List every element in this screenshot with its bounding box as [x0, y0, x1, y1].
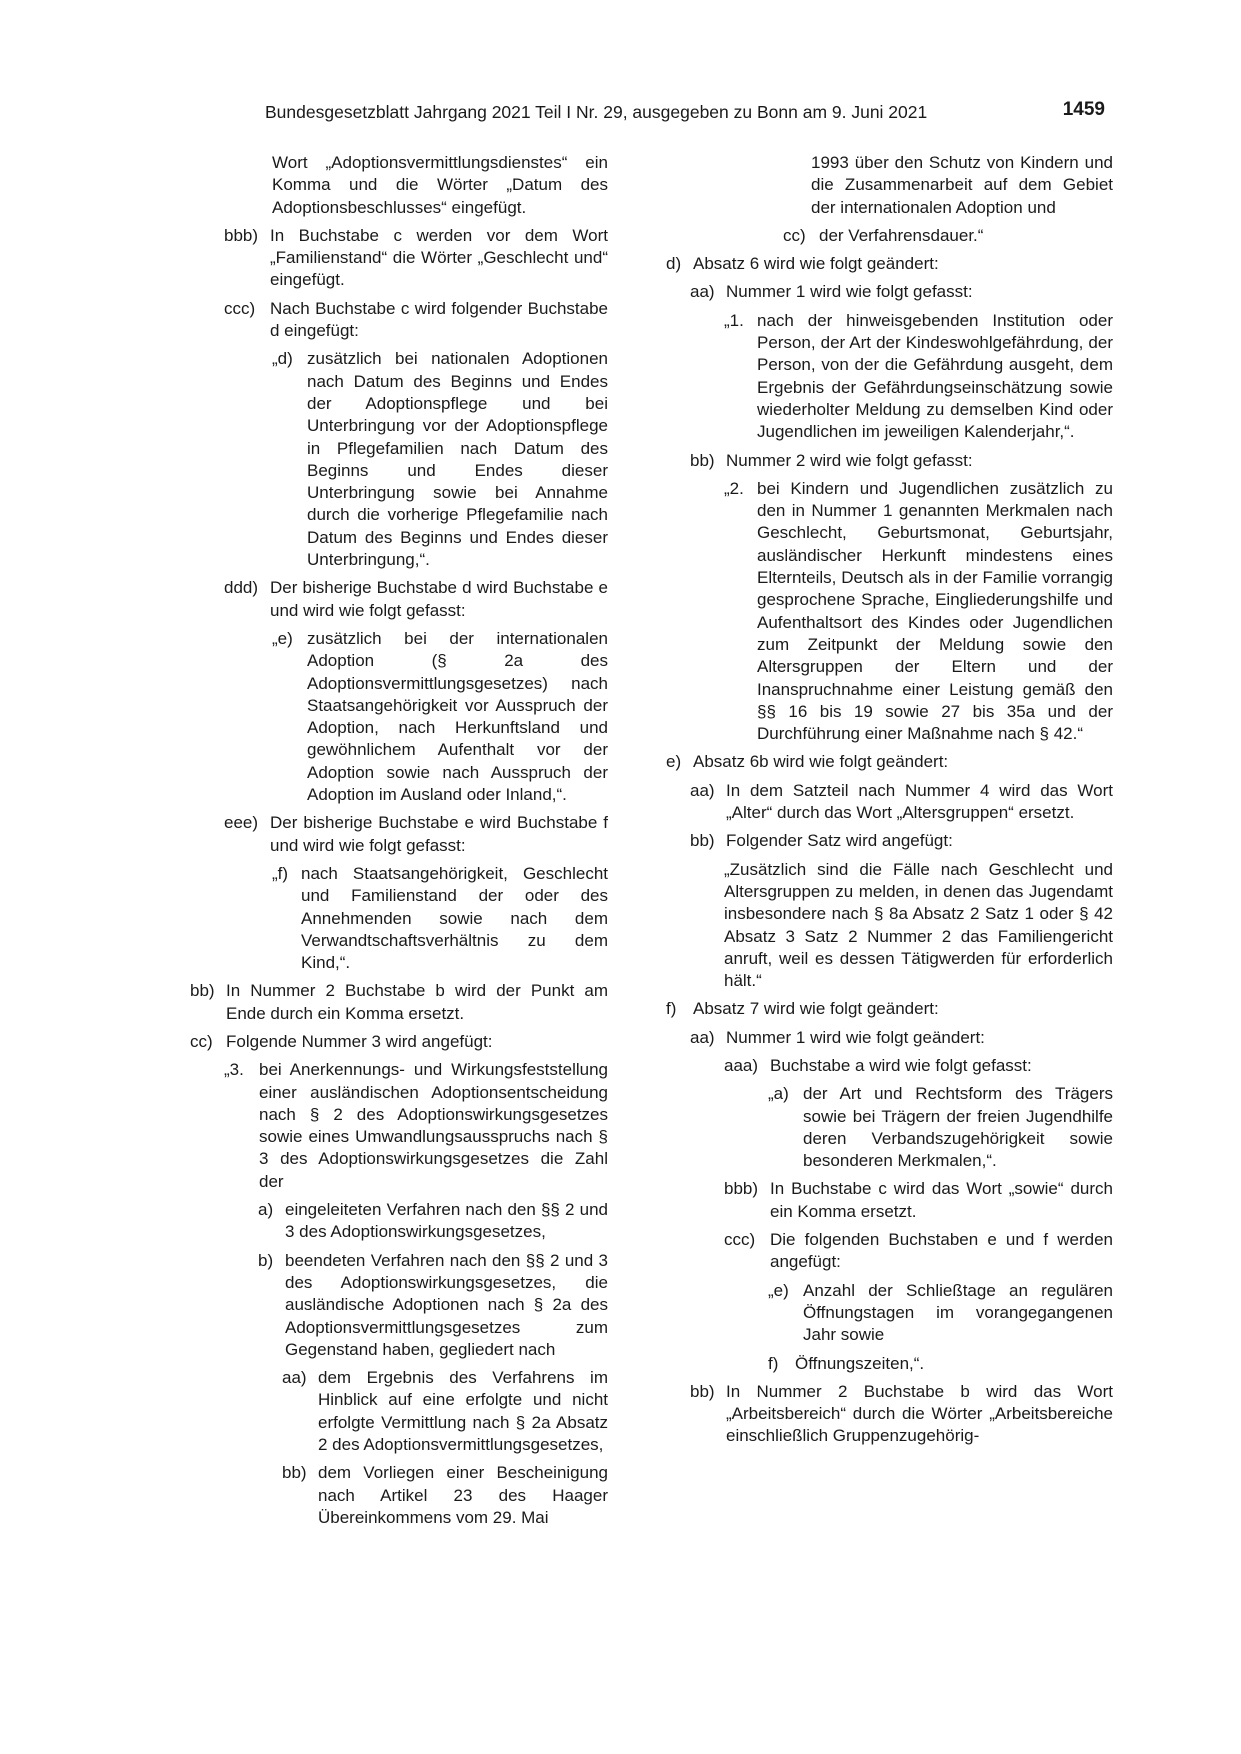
paragraph: [666, 152, 1113, 219]
item-text: Öffnungszeiten,“.: [795, 1353, 925, 1373]
item-label: bb): [690, 831, 715, 851]
left-column: [190, 152, 608, 1529]
item-label: „a): [768, 1084, 789, 1104]
paragraph: [190, 812, 608, 857]
item-text: Anzahl der Schließtage an regulären Öffnungstagen im vorangegangenen Jahr sowie: [803, 1280, 1113, 1345]
item-text: In Nummer 2 Buchstabe b wird das Wort „Arbeitsbereich“ durch die Wörter „Arbeitsbereiche einschließlich Gruppenzugehörig-: [726, 1381, 1113, 1446]
item-label: aa): [690, 282, 715, 302]
item-text: In Nummer 2 Buchstabe b wird der Punkt am Ende durch ein Komma ersetzt.: [226, 981, 608, 1023]
right-column: [666, 152, 1113, 1448]
item-label: cc): [783, 225, 806, 245]
item-label: „f): [272, 863, 289, 883]
paragraph: [190, 1367, 608, 1456]
running-header: Bundesgesetzblatt Jahrgang 2021 Teil I Nr. 29, ausgegeben zu Bonn am 9. Juni 2021: [265, 102, 928, 122]
paragraph: [666, 1027, 1113, 1049]
item-label: bb): [190, 981, 215, 1001]
paragraph: [666, 780, 1113, 825]
item-text: Absatz 7 wird wie folgt geändert:: [693, 999, 939, 1019]
item-text: Der bisherige Buchstabe d wird Buchstabe e und wird wie folgt gefasst:: [270, 578, 608, 620]
item-text: In Buchstabe c wird das Wort „sowie“ durch ein Komma ersetzt.: [770, 1179, 1113, 1221]
page-number: 1459: [1062, 99, 1105, 120]
item-text: bei Kindern und Jugendlichen zusätzlich zu den in Nummer 1 genannten Merkmalen nach Geschlecht, Geburtsmonat, Geburtsjahr, ausländischer Herkunft mindestens eines Elternteils, Deutsch als in der Familie vorrangig gesprochene Sprache, Eingliederungshilfe und Aufenthaltsort des Kindes oder Jugendlichen zum Zeitpunkt der Meldung sowie den Altersgruppen der Eltern und der Inanspruchnahme einer Leistung gemäß den §§ 16 bis 19 sowie 27 bis 35a und der Durchführung einer Maßnahme nach § 42.“: [757, 478, 1113, 744]
item-label: „1.: [724, 310, 744, 330]
paragraph: [190, 1462, 608, 1529]
paragraph: [666, 1229, 1113, 1274]
item-text: bei Anerkennungs- und Wirkungsfeststellung einer ausländischen Adoptionsentscheidung nach § 2 des Adoptionswirkungsgesetzes sowie eines Umwandlungsausspruchs nach § 3 des Adoptionswirkungsgesetzes die Zahl der: [259, 1060, 608, 1191]
item-text: Die folgenden Buchstaben e und f werden angefügt:: [770, 1230, 1113, 1272]
item-label: aa): [690, 1027, 715, 1047]
item-text: Buchstabe a wird wie folgt gefasst:: [770, 1055, 1032, 1075]
paragraph: [666, 859, 1113, 993]
paragraph: [190, 152, 608, 219]
item-label: „2.: [724, 478, 744, 498]
paragraph: [666, 998, 1113, 1020]
page-header: [265, 100, 1105, 128]
item-label: aa): [690, 780, 715, 800]
item-label: cc): [190, 1031, 213, 1051]
paragraph: [190, 1031, 608, 1053]
item-text: dem Vorliegen einer Bescheinigung nach Artikel 23 des Haager Übereinkommens vom 29. Mai: [318, 1463, 608, 1527]
paragraph: [190, 980, 608, 1025]
item-text: eingeleiteten Verfahren nach den §§ 2 und 3 des Adoptionswirkungsgesetzes,: [285, 1200, 608, 1242]
item-text: zusätzlich bei nationalen Adoptionen nach Datum des Beginns und Endes der Adoptionspflege und bei Unterbringung vor der Adoptionspflege in Pflegefamilien nach Datum des Beginns und Endes dieser Unterbringung sowie bei Annahme durch die vorherige Pflegefamilie nach Datum des Beginns und Endes dieser Unterbringung,“.: [307, 349, 608, 570]
paragraph: [190, 298, 608, 343]
item-label: „d): [272, 349, 293, 369]
item-text: Absatz 6 wird wie folgt geändert:: [693, 254, 939, 274]
item-text: Nummer 1 wird wie folgt gefasst:: [726, 282, 973, 302]
item-text: nach Staatsangehörigkeit, Geschlecht und Familienstand der oder des Annehmenden sowie nach dem Verwandtschaftsverhältnis zu dem Kind,“.: [301, 863, 608, 973]
paragraph: [190, 628, 608, 806]
item-text: der Art und Rechtsform des Trägers sowie bei Trägern der freien Jugendhilfe deren Verbandszugehörigkeit sowie besonderen Merkmalen,“.: [803, 1084, 1113, 1171]
paragraph: [190, 577, 608, 622]
item-label: e): [666, 752, 682, 772]
paragraph: [666, 751, 1113, 773]
paragraph: [190, 1059, 608, 1193]
item-label: a): [258, 1200, 274, 1220]
paragraph: [190, 225, 608, 292]
item-text: nach der hinweisgebenden Institution oder Person, der Art der Kindeswohlgefährdung, der Person, von der die Gefährdung ausgeht, dem Ergebnis der Gefährdungseinschätzung sowie wiederholter Meldung zu demselben Kind oder Jugendlichen im jeweiligen Kalenderjahr,“.: [757, 310, 1113, 442]
item-text: Folgender Satz wird angefügt:: [726, 831, 953, 851]
item-label: f): [666, 999, 677, 1019]
item-text: zusätzlich bei der internationalen Adoption (§ 2a des Adoptionsvermittlungsgesetzes) nach Staatsangehörigkeit vor Ausspruch der Adoption, nach Herkunftsland und gewöhnlichem Aufenthalt vor der Adoption sowie nach Ausspruch der Adoption im Ausland oder Inland,“.: [307, 628, 608, 805]
item-label: bbb): [724, 1179, 759, 1199]
paragraph: [666, 1178, 1113, 1223]
item-label: b): [258, 1250, 274, 1270]
item-label: aa): [282, 1368, 307, 1388]
paragraph: [666, 478, 1113, 746]
item-text: beendeten Verfahren nach den §§ 2 und 3 des Adoptionswirkungsgesetzes, die ausländische Adoptionen nach § 2a des Adoptionsvermittlungsgesetzes zum Gegenstand haben, gegliedert nach: [285, 1250, 608, 1359]
item-text: Wort „Adoptionsvermittlungsdienstes“ ein Komma und die Wörter „Datum des Adoptionsbeschlusses“ eingefügt.: [272, 153, 608, 217]
item-label: eee): [224, 813, 259, 833]
paragraph: [666, 225, 1113, 247]
paragraph: [666, 253, 1113, 275]
paragraph: [666, 281, 1113, 303]
item-label: „e): [272, 628, 293, 648]
item-text: „Zusätzlich sind die Fälle nach Geschlecht und Altersgruppen zu melden, in denen das Jugendamt insbesondere nach § 8a Absatz 2 Satz 1 oder § 42 Absatz 3 Satz 2 Nummer 2 das Familiengericht anruft, weil es dessen Tätigwerden für erforderlich hält.“: [724, 859, 1113, 991]
item-label: bb): [690, 1381, 715, 1401]
item-label: ccc): [724, 1230, 756, 1250]
item-label: „e): [768, 1280, 789, 1300]
paragraph: [666, 450, 1113, 472]
item-text: In Buchstabe c werden vor dem Wort „Familienstand“ die Wörter „Geschlecht und“ eingefügt.: [270, 225, 608, 290]
paragraph: [190, 1250, 608, 1361]
item-text: Nummer 2 wird wie folgt gefasst:: [726, 450, 973, 470]
paragraph: [666, 310, 1113, 444]
item-label: ddd): [224, 578, 259, 598]
item-text: Nummer 1 wird wie folgt geändert:: [726, 1027, 985, 1047]
item-text: 1993 über den Schutz von Kindern und die Zusammenarbeit auf dem Gebiet der internationalen Adoption und: [811, 153, 1113, 217]
item-label: d): [666, 254, 682, 274]
item-label: f): [768, 1353, 779, 1373]
item-text: Absatz 6b wird wie folgt geändert:: [693, 752, 949, 772]
item-text: In dem Satzteil nach Nummer 4 wird das Wort „Alter“ durch das Wort „Altersgruppen“ ersetzt.: [726, 780, 1113, 823]
item-label: aaa): [724, 1055, 759, 1075]
paragraph: [666, 1055, 1113, 1077]
item-label: bb): [282, 1463, 307, 1483]
paragraph: [666, 1280, 1113, 1347]
paragraph: [666, 830, 1113, 852]
paragraph: [666, 1353, 1113, 1375]
item-text: Der bisherige Buchstabe e wird Buchstabe f und wird wie folgt gefasst:: [270, 813, 608, 855]
item-label: „3.: [224, 1060, 244, 1080]
paragraph: [190, 348, 608, 571]
item-text: Nach Buchstabe c wird folgender Buchstabe d eingefügt:: [270, 298, 608, 341]
paragraph: [190, 1199, 608, 1244]
paragraph: [666, 1381, 1113, 1448]
item-label: bb): [690, 450, 715, 470]
paragraph: [190, 863, 608, 974]
item-text: der Verfahrensdauer.“: [819, 225, 984, 245]
item-label: ccc): [224, 298, 256, 318]
paragraph: [666, 1083, 1113, 1172]
item-label: bbb): [224, 225, 259, 245]
item-text: Folgende Nummer 3 wird angefügt:: [226, 1031, 493, 1051]
item-text: dem Ergebnis des Verfahrens im Hinblick auf eine erfolgte und nicht erfolgte Vermittlung nach § 2a Absatz 2 des Adoptionsvermittlungsgesetzes,: [318, 1368, 608, 1455]
